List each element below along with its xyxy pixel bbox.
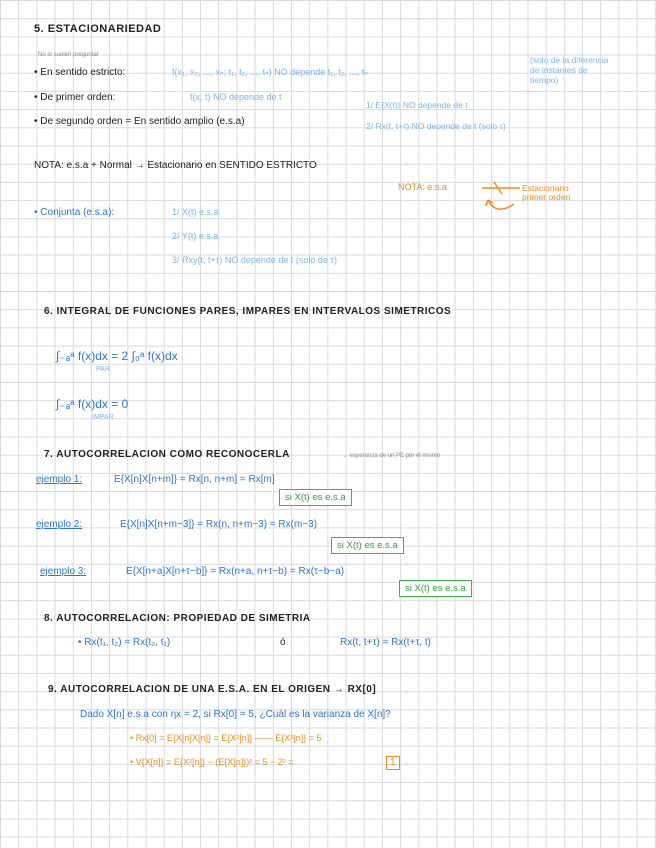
section-8-title: 8. AUTOCORRELACION: PROPIEDAD DE SIMETRIA (44, 613, 311, 624)
first-order-label: • De primer orden: (34, 92, 116, 103)
strict-formula: f(x₁, x₂, ..., xₙ; t₁, t₂, ..., tₙ) NO depende t₁, t₂, ..., tₙ (172, 67, 368, 77)
example-1-formula: E{X[n]X[n+m]} = Rx[n, n+m] = Rx[m] (114, 474, 275, 485)
second-order-cond-1: 1/ E{X(t)} NO depende de t (366, 100, 468, 110)
example-3-condition: si X(t) es e.s.a (399, 580, 472, 597)
nota2-result: Estacionario primer orden (522, 183, 571, 203)
joint-cond-1: 1/ X(t) e.s.a (172, 207, 219, 217)
symmetry-or: ó (280, 637, 286, 648)
nota2-label: NOTA: e.s.a (398, 182, 447, 192)
symmetry-right: Rx(t, t+τ) = Rx(t+τ, t) (340, 637, 431, 648)
example-1-condition: si X(t) es e.s.a (279, 489, 352, 506)
second-order-cond-2: 2/ Rx(t, t+τ) NO depende de t (solo τ) (366, 121, 506, 131)
section-7-side-note: → esperanza de un PE por él mismo (342, 453, 441, 459)
joint-cond-2: 2/ Y(t) e.s.a (172, 231, 219, 241)
answer-line-2: • V{X[n]} = E{X²[n]} − (E{X[n]})² = 5 − 2² = (130, 757, 294, 767)
section-9-title: 9. AUTOCORRELACION DE UNA E.S.A. EN EL ORIGEN → RX[0] (48, 684, 377, 695)
first-order-formula: f(x, t) NO depende de t (190, 92, 282, 102)
even-integral: ∫₋ₐᵃ f(x)dx = 2 ∫₀ᵃ f(x)dx (56, 349, 178, 363)
even-label: PAR (96, 366, 110, 373)
answer-line-1: • Rx[0] = E{X[n]X[n]} = E{X²[n]} —— E{X²[n]} = 5 (130, 733, 322, 743)
example-3-label: ejemplo 3: (40, 566, 87, 577)
section-6-title: 6. INTEGRAL DE FUNCIONES PARES, IMPARES EN INTERVALOS SIMETRICOS (44, 306, 452, 317)
nota-line: NOTA: e.s.a + Normal → Estacionario en SENTIDO ESTRICTO (34, 160, 317, 171)
joint-label: • Conjunta (e.s.a): (34, 207, 115, 218)
question: Dado X[n] e.s.a con ηx = 2, si Rx[0] = 5, ¿Cuál es la varianza de X[n]? (80, 709, 391, 720)
strict-label: • En sentido estricto: (34, 67, 126, 78)
symmetry-left: • Rx(t₁, t₂) = Rx(t₂, t₁) (78, 637, 171, 648)
answer-result: 1 (386, 756, 400, 770)
section-5-title: 5. ESTACIONARIEDAD (34, 23, 162, 35)
odd-label: IMPAR (92, 414, 114, 421)
example-2-label: ejemplo 2: (36, 519, 83, 530)
joint-cond-3: 3/ Rxy(t, t+τ) NO depende de t (solo de τ) (172, 255, 337, 265)
example-1-label: ejemplo 1: (36, 474, 83, 485)
odd-integral: ∫₋ₐᵃ f(x)dx = 0 (56, 397, 129, 411)
small-note: No lo suelen preguntar (38, 52, 99, 58)
section-7-title: 7. AUTOCORRELACION COMO RECONOCERLA (44, 449, 290, 460)
example-2-condition: si X(t) es e.s.a (331, 537, 404, 554)
strict-side-note: (solo de la diferencia de instantes de tiempo) (530, 55, 609, 85)
example-3-formula: E{X[n+a]X[n+τ−b]} = Rx(n+a, n+τ−b) = Rx(τ−b−a) (126, 566, 345, 577)
example-2-formula: E{X[n]X[n+m−3]} = Rx(n, n+m−3) = Rx(m−3) (120, 519, 318, 530)
second-order-label: • De segundo orden = En sentido amplio (e.s.a) (34, 116, 245, 127)
